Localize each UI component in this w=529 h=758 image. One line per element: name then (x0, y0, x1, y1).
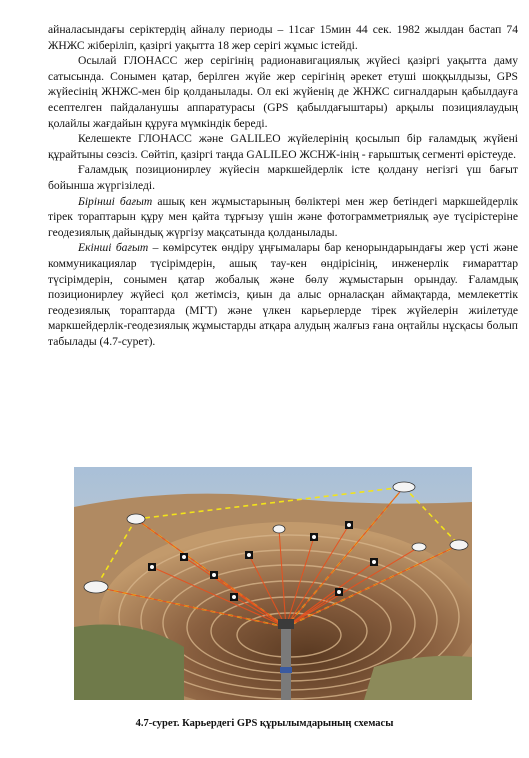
paragraph-5 (48, 194, 518, 241)
second-direction-text: – көмірсутек өндіру ұңғымалары бар кенорындарындағы жер үсті және коммуникациялар түсірімдерін, ашық тау-кен өндірісінің, инженерлік ғимараттар түсірімдерін, сонымен қатар жобалық және бөлу жұмыстарын орындау. Ғаламдық позиционирлеу жүйесі қол жетімсіз, қиын да алыс орналасқан аймақтарда, мемлекеттік геодезиялық торaптарда (МГТ) және үлкен карьерлерде тірек жүйелерін жиілетуде маркшейдерлік-геодезиялық жұмыстарды атқара алудың жалғыз ғана оңтайлы нұсқасы болып табылады (4.7-сурет). (48, 241, 518, 348)
body-text (48, 22, 518, 349)
paragraph-4: Ғаламдық позиционирлеу жүйесін маркшейдерлік істе қолдану негізгі үш бағыт бойынша жүргізіледі. (48, 163, 518, 192)
quarry-gps-figure (74, 467, 472, 700)
first-direction-text: ашық кен жұмыстарының бөліктері мен жер бетіндегі маркшейдерлік тірек торaптарын құру мен қайта тұрғызу үшін және фотограмметриялық әуе түсірістеріне геодезиялық дайындық жүргізу мақсатында қолданылады. (48, 194, 519, 239)
figure-caption: 4.7-сурет. Карьердегі GPS құрылымдарының схемасы (135, 718, 394, 729)
paragraph-6 (48, 240, 518, 349)
paragraph-2: Осылай ГЛОНАСС жер серігінің радионавигациялық жүйесі қазіргі уақытта даму сатысында. Сонымен қатар, берілген жүйе жер серігінің әрекет етуші шоққылдызы, GPS жүйесінің ЖНЖС-мен бір қолданылады. Ол екі жүйенің де ЖНЖС сигналдарын қабылдауға есептелген пайдаланушы аппаратурасы (GPS қабылдағыштары) арқылы позициялаудың қолайлы жағдайын құруға мүмкіндік береді. (48, 54, 518, 130)
first-direction-label: Бірінші бағыт (78, 194, 153, 208)
paragraph-1: айналасындағы серіктердің айналу периоды – 11сағ 15мин 44 сек. 1982 жылдан бастап 74 ЖНЖС жіберіліп, қазіргі уақытта 18 жер серігі жұмыс істейді. (48, 23, 518, 52)
quarry-gps-illustration (74, 467, 472, 700)
paragraph-3: Келешекте ГЛОНАСС және GALILEO жүйелерінің қосылып бір ғаламдық жүйені құрайтыны сөзсіз. Сөйтіп, қазіргі таңда GALILEO ЖСНЖ-інің - ғарыштық сегменті өрістеуде. (48, 132, 518, 161)
second-direction-label: Екінші бағыт (78, 241, 149, 255)
